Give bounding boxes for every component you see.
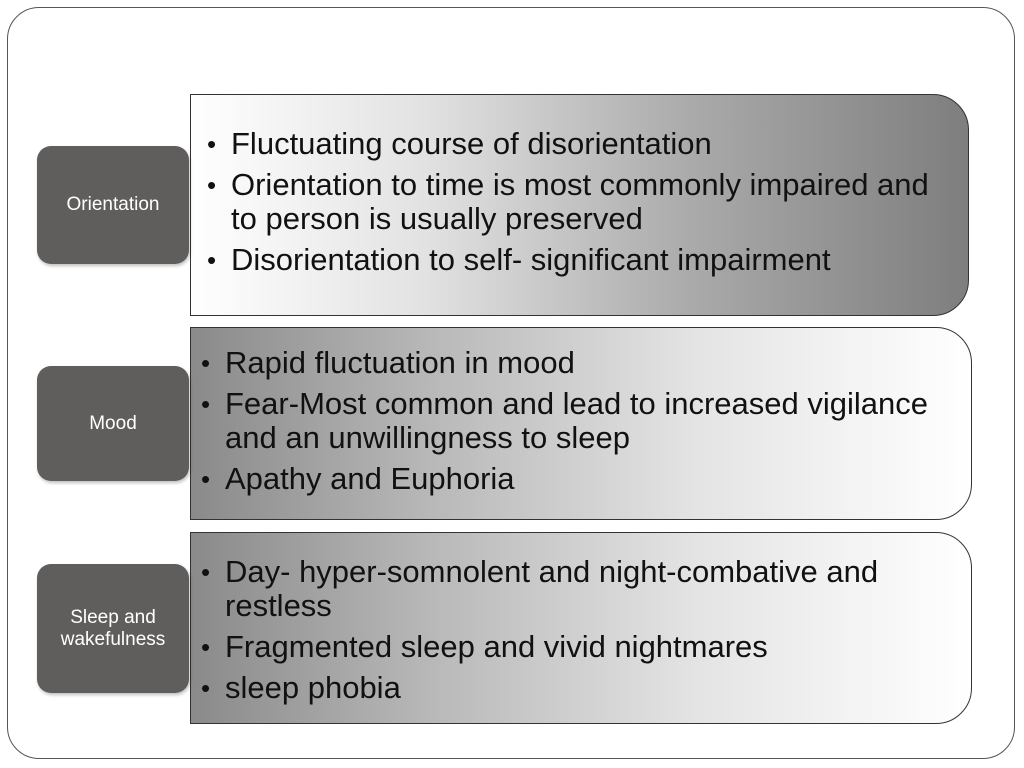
bullet-text: Orientation to time is most commonly impaired and to person is usually preserved [231,167,929,236]
bullet-text: Day- hyper-somnolent and night-combative and restless [225,554,879,623]
bullet-icon: • [201,348,211,378]
sleep-label: Sleep and wakefulness [37,564,189,693]
list-item [201,387,957,455]
list-item [201,630,957,664]
bullet-text: sleep phobia [225,670,401,705]
bullet-icon: • [207,170,217,200]
list-item [201,346,957,380]
list-item [207,243,954,277]
bullet-text: Fluctuating course of disorientation [231,126,712,161]
bullet-icon: • [201,673,211,703]
orientation-label: Orientation [37,146,189,264]
sleep-bullet-list [201,555,957,712]
list-item [207,168,954,236]
bullet-text: Fear-Most common and lead to increased vigilance and an unwillingness to sleep [225,386,929,455]
bullet-icon: • [201,389,211,419]
mood-label: Mood [37,366,189,481]
orientation-content-box [190,94,969,316]
list-item [201,671,957,705]
bullet-text: Rapid fluctuation in mood [225,345,575,380]
mood-content-box [190,327,972,520]
bullet-text: Fragmented sleep and vivid nightmares [225,629,768,664]
bullet-icon: • [201,464,211,494]
bullet-icon: • [201,557,211,587]
bullet-icon: • [201,632,211,662]
list-item [207,127,954,161]
sleep-content-box [190,532,972,724]
bullet-icon: • [207,245,217,275]
list-item [201,462,957,496]
list-item [201,555,957,623]
orientation-bullet-list [207,127,954,284]
bullet-text: Disorientation to self- significant impairment [231,242,831,277]
bullet-text: Apathy and Euphoria [225,461,515,496]
mood-bullet-list [201,346,957,503]
bullet-icon: • [207,129,217,159]
